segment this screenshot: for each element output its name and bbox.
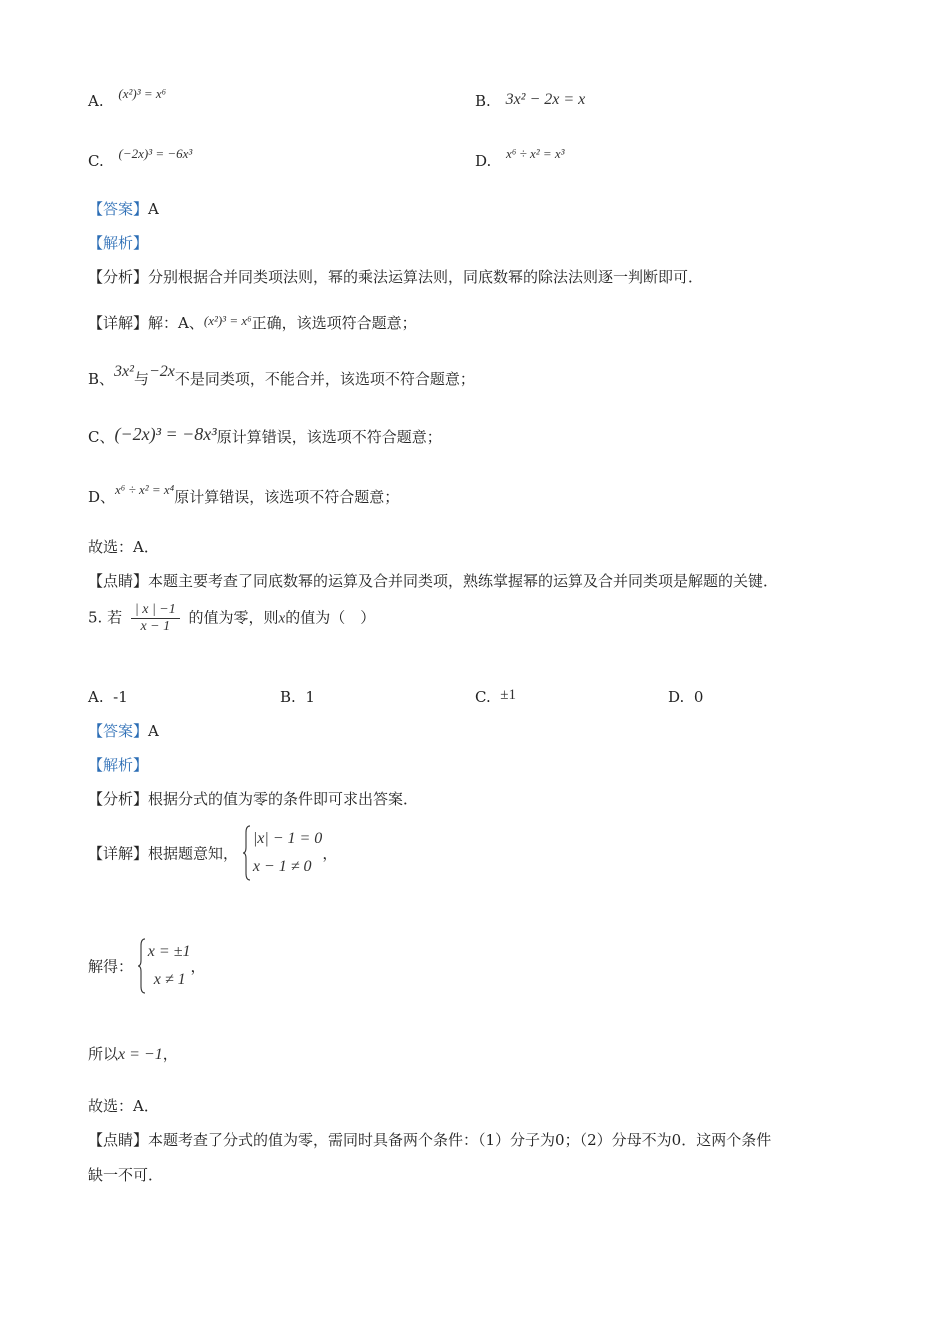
stem-text: 的值为零，则 [188, 608, 279, 627]
comma: ， [162, 1045, 178, 1063]
option-label: C. [475, 688, 491, 706]
q5-dianjing-cont [88, 1164, 163, 1185]
detail-text: 不是同类项，不能合并，该选项不符合题意； [174, 370, 475, 388]
option-expr: x⁶ ÷ x² = x³ [506, 146, 565, 161]
detail-expr: x⁶ ÷ x² = x⁴ [115, 482, 175, 497]
q5-solve [88, 938, 206, 994]
detail-text: 正确，该选项符合题意； [251, 314, 417, 332]
detail-expr: −2x [148, 363, 175, 380]
fenxi-text: 根据分式的值为零的条件即可求出答案． [148, 790, 419, 808]
left-brace-icon [243, 825, 251, 881]
detail-text: 原计算错误，该选项不符合题意； [216, 428, 442, 446]
system-line: x ≠ 1 [153, 971, 186, 988]
option-value: -1 [113, 688, 128, 706]
detail-prefix: B、 [88, 370, 115, 388]
detail-prefix: 解：A、 [148, 314, 204, 332]
detail-tag: 【详解】 [88, 314, 149, 332]
q4-choose [88, 536, 159, 557]
dianjing-text: 缺一不可． [88, 1166, 164, 1184]
q5-detail [88, 825, 337, 881]
equation-system-2 [138, 938, 191, 994]
detail-expr: 3x² [114, 363, 134, 380]
detail-expr: (x²)³ = x⁶ [203, 313, 252, 328]
detail-prefix: C、 [88, 428, 115, 446]
answer-tag: 【答案】 [88, 722, 149, 740]
option-label: D. [475, 152, 492, 170]
choose-text: 故选：A． [88, 538, 159, 556]
q5-analysis [88, 754, 148, 775]
answer-tag: 【答案】 [88, 200, 149, 218]
analysis-tag: 【解析】 [88, 756, 149, 774]
fenxi-text: 分别根据合并同类项法则，幂的乘法运算法则，同底数幂的除法法则逐一判断即可． [148, 268, 704, 286]
option-c [88, 146, 193, 170]
comma: ， [322, 844, 338, 863]
option-label: A. [88, 92, 104, 110]
option-b [475, 92, 585, 111]
option-value: ±1 [500, 687, 516, 703]
option-label: D. [668, 688, 685, 706]
q5-stem [88, 602, 375, 635]
q5-choose [88, 1095, 159, 1116]
system-line: x = ±1 [147, 943, 191, 960]
analysis-tag: 【解析】 [88, 234, 149, 252]
q5-option-c [475, 688, 516, 707]
q5-fenxi [88, 788, 418, 809]
option-d [475, 146, 565, 170]
option-expr: 3x² − 2x = x [505, 91, 586, 108]
stem-text: 的值为（ ） [285, 608, 376, 627]
option-expr: (x²)³ = x⁶ [118, 86, 167, 101]
q5-dianjing [88, 1129, 771, 1150]
detail-tag: 【详解】 [88, 844, 149, 863]
option-label: A. [88, 688, 104, 706]
q4-detail-a [88, 312, 417, 333]
detail-text: 与 [133, 370, 149, 388]
q4-detail-d [88, 482, 400, 507]
left-brace-icon [138, 938, 146, 994]
equation-system-1 [243, 825, 323, 881]
question-number: 5. 若 [88, 608, 123, 627]
system-line: |x| − 1 = 0 [252, 830, 323, 847]
detail-text: 根据题意知， [148, 844, 239, 863]
so-expr: x = −1 [118, 1046, 163, 1063]
fenxi-tag: 【分析】 [88, 790, 149, 808]
q4-analysis [88, 232, 148, 253]
fraction-numerator: | x | −1 [131, 602, 180, 619]
answer-value: A [148, 200, 159, 218]
q5-option-b [280, 688, 315, 706]
dianjing-text: 本题主要考查了同底数幂的运算及合并同类项，熟练掌握幂的运算及合并同类项是解题的关键． [148, 572, 779, 590]
choose-text: 故选：A． [88, 1097, 159, 1115]
solve-prefix: 解得： [88, 957, 134, 976]
system-line: x − 1 ≠ 0 [252, 858, 312, 875]
so-prefix: 所以 [88, 1045, 119, 1063]
dianjing-tag: 【点睛】 [88, 1131, 149, 1149]
q4-fenxi [88, 266, 703, 287]
option-value: 0 [693, 688, 704, 706]
q4-answer [88, 198, 159, 219]
option-expr: (−2x)³ = −6x³ [118, 146, 193, 161]
fraction-denominator: x − 1 [140, 619, 171, 634]
option-label: B. [475, 92, 491, 110]
q5-option-d [668, 688, 703, 706]
q5-option-a [88, 688, 128, 706]
option-value: 1 [305, 688, 315, 706]
dianjing-text: 本题考查了分式的值为零，需同时具备两个条件：（1）分子为0；（2）分母不为0．这两个条件 [148, 1131, 772, 1149]
option-label: C. [88, 152, 104, 170]
option-a [88, 86, 167, 110]
q5-so [88, 1043, 178, 1064]
stem-fraction [131, 602, 180, 635]
comma: ， [190, 957, 206, 976]
q5-answer [88, 720, 159, 741]
q4-detail-c [88, 426, 442, 447]
stem-variable: x [278, 610, 286, 627]
detail-expr: (−2x)³ = −8x³ [114, 424, 217, 444]
option-label: B. [280, 688, 296, 706]
q4-dianjing [88, 570, 778, 591]
fenxi-tag: 【分析】 [88, 268, 149, 286]
detail-prefix: D、 [88, 488, 116, 506]
q4-detail-b [88, 363, 475, 389]
detail-text: 原计算错误，该选项不符合题意； [174, 488, 400, 506]
dianjing-tag: 【点睛】 [88, 572, 149, 590]
answer-value: A [148, 722, 159, 740]
